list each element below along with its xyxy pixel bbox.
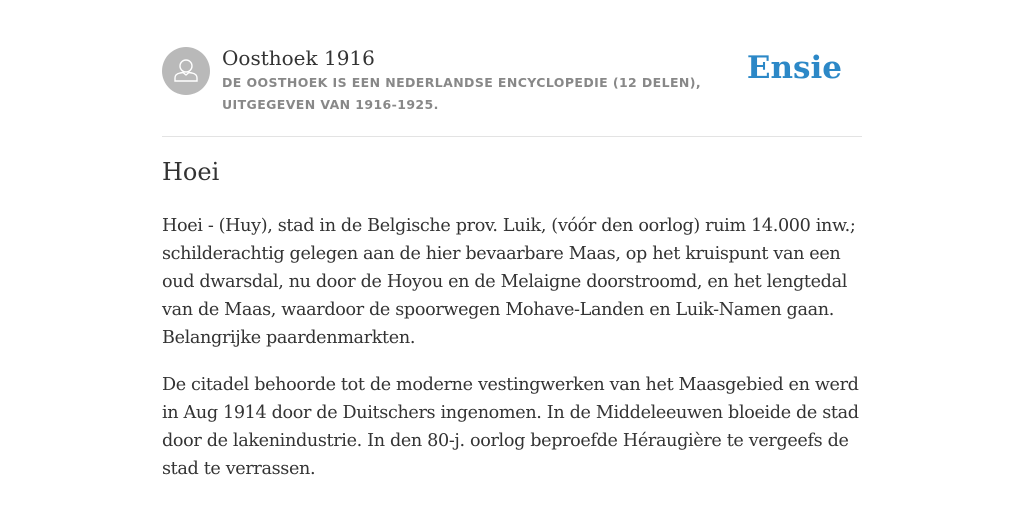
page-title: Hoei xyxy=(162,158,220,186)
ensie-logo[interactable]: Ensie xyxy=(746,50,842,86)
avatar[interactable] xyxy=(162,47,210,95)
user-icon xyxy=(162,47,210,95)
source-header xyxy=(162,44,862,137)
entry-paragraph: De citadel behoorde tot de moderne vestingwerken van het Maasgebied en werd in Aug 1914 door de Duitschers ingenomen. In de Middeleeuwen bloeide de stad door de lakenindustrie. In den 80-j. oorlog beproefde Héraugière te vergeefs de stad te verrassen. xyxy=(162,375,859,479)
entry-content xyxy=(162,212,867,502)
source-title[interactable]: Oosthoek 1916 xyxy=(222,46,375,70)
entry-paragraph: Hoei - (Huy), stad in de Belgische prov. Luik, (vóór den oorlog) ruim 14.000 inw.; schilderachtig gelegen aan de hier bevaarbare Maas, op het kruispunt van een oud dwarsdal, nu door de Hoyou en de Melaigne doorstroomd, en het lengtedal van de Maas, waardoor de spoorwegen Mohave-Landen en Luik-Namen gaan. Belangrijke paardenmarkten. xyxy=(162,216,856,348)
source-description: DE OOSTHOEK IS EEN NEDERLANDSE ENCYCLOPEDIE (12 DELEN), UITGEGEVEN VAN 1916-1925. xyxy=(222,75,702,112)
